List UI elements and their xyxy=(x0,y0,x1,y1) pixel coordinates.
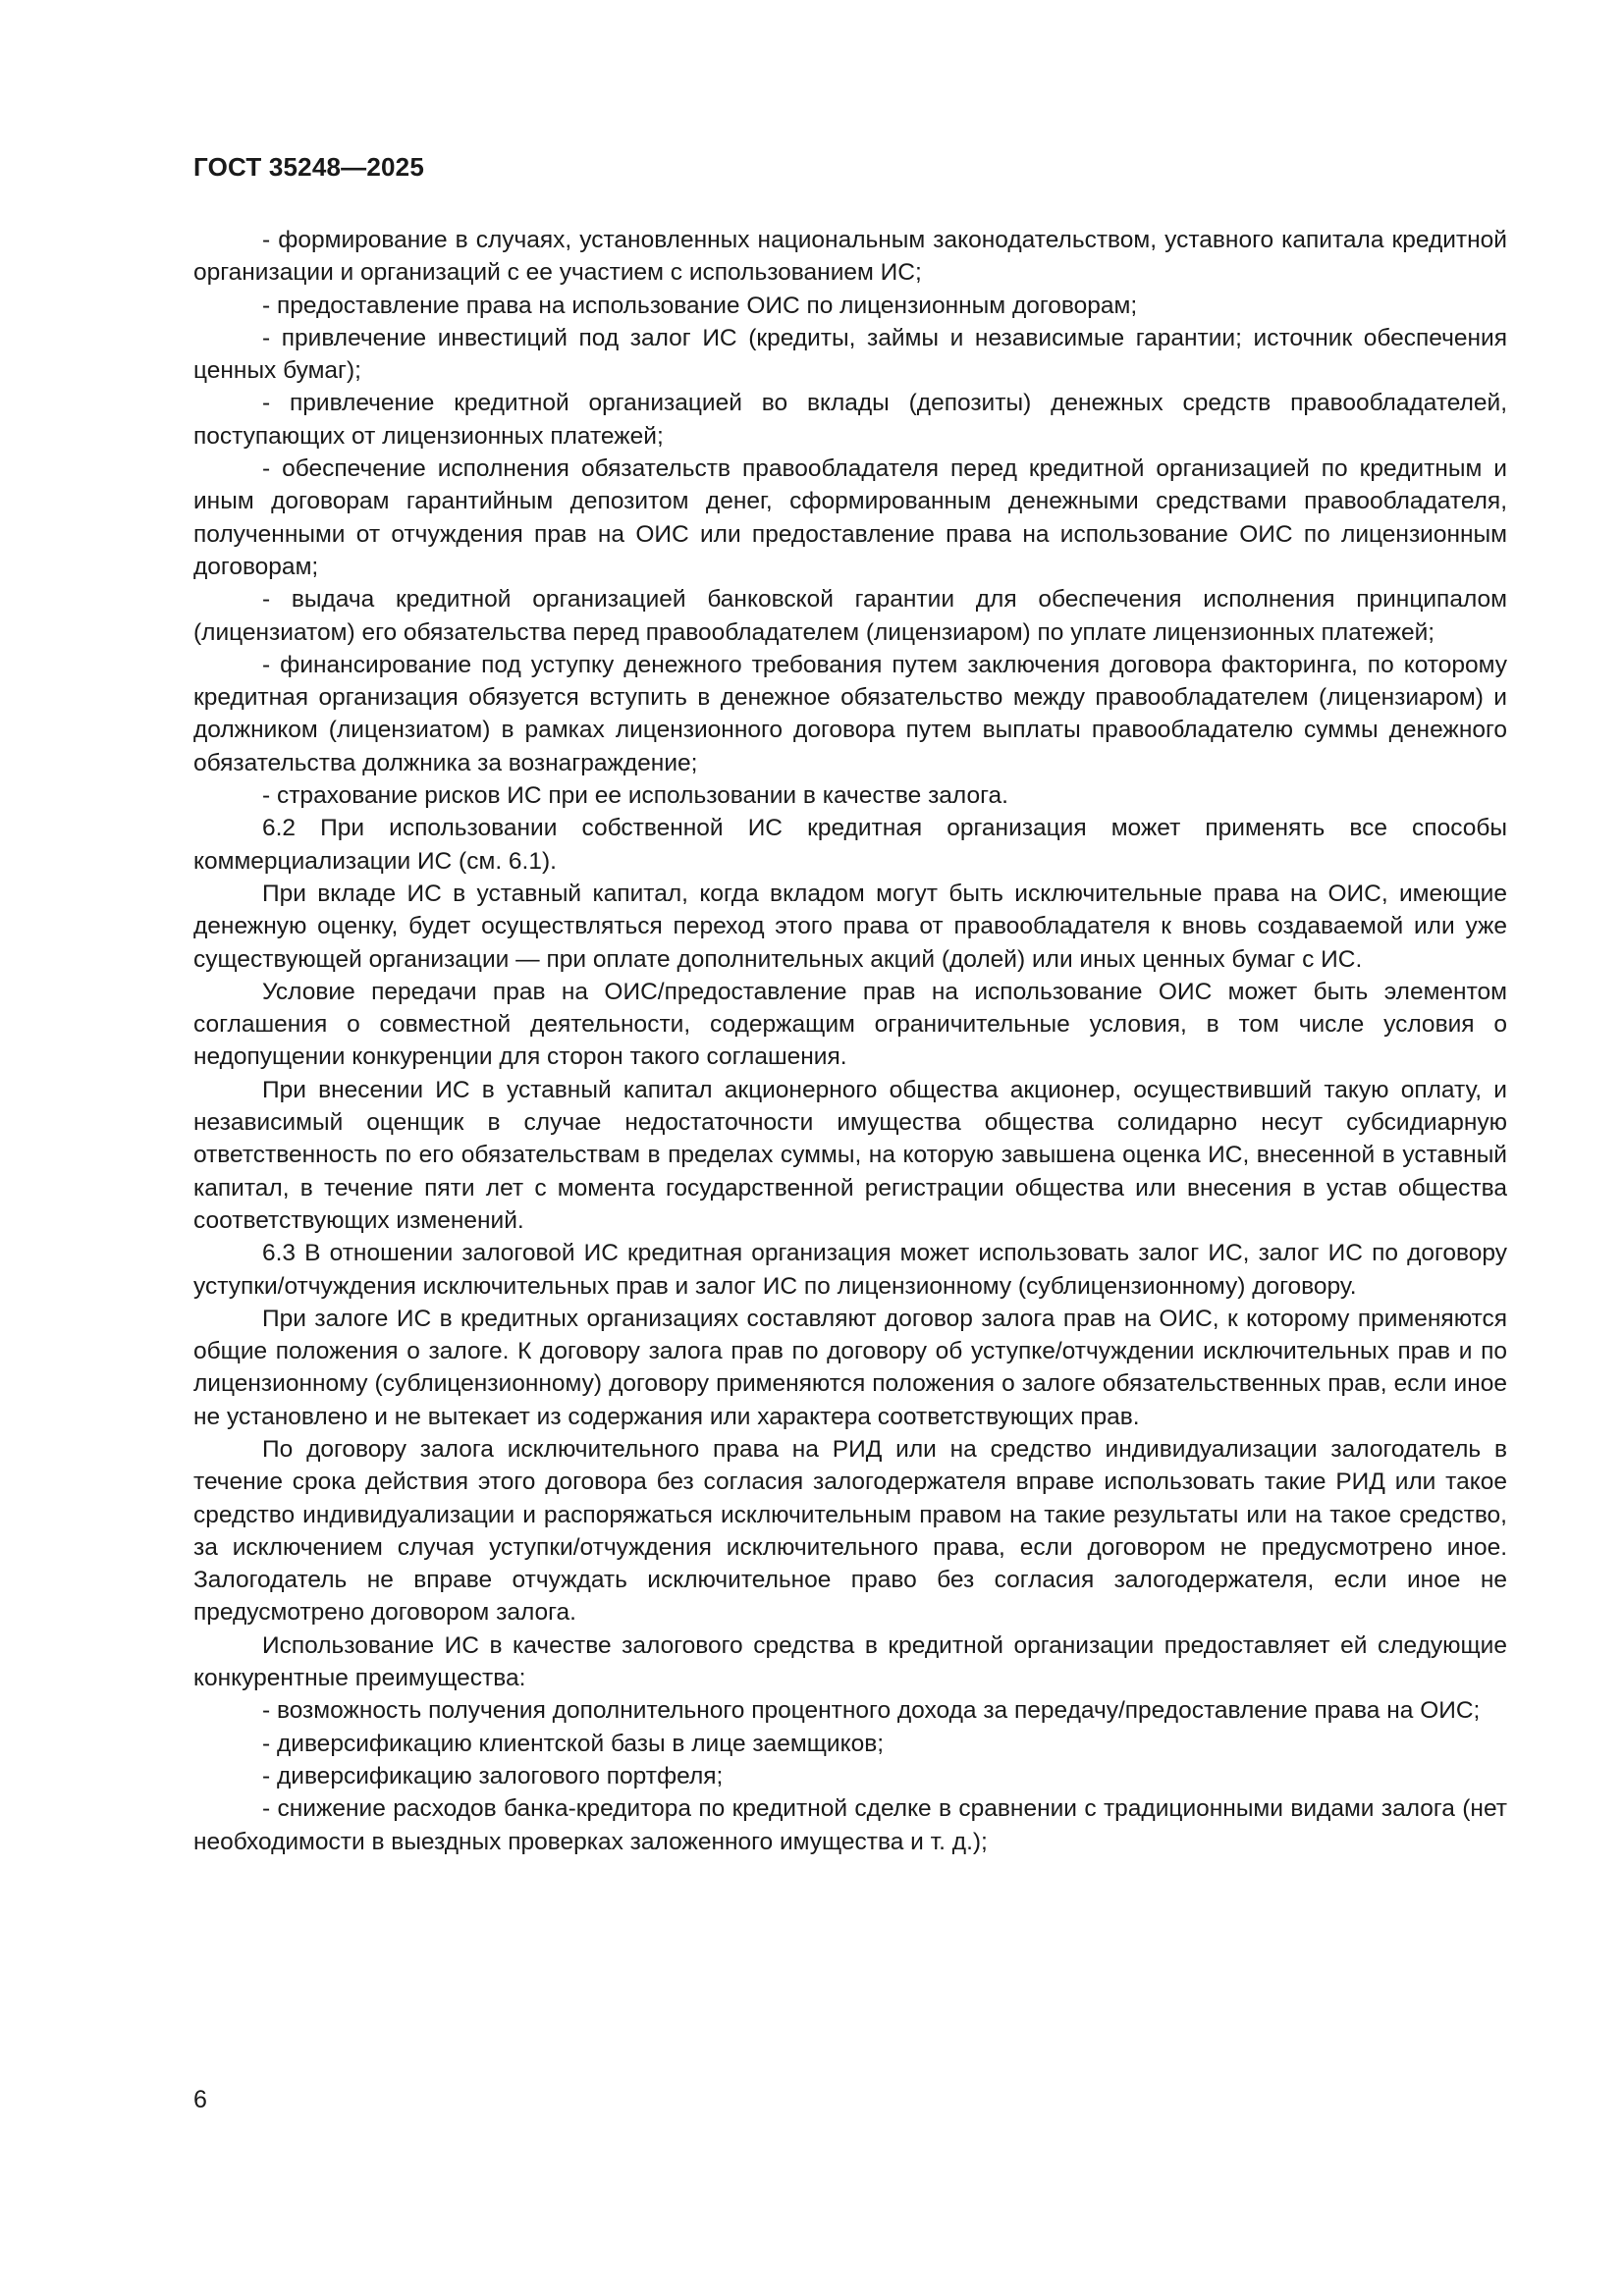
paragraph: - возможность получения дополнительного процентного дохода за передачу/предоставление права на ОИС; xyxy=(262,1697,1481,1725)
paragraph: - страхование рисков ИС при ее использовании в качестве залога. xyxy=(262,782,1008,810)
paragraph: - формирование в случаях, установленных национальным законодательством, уставного капитала кредитной организации и организаций с ее участием с использованием ИС; xyxy=(193,227,1507,287)
paragraph: 6.3 В отношении залоговой ИС кредитная организация может использовать залог ИС, залог ИС по договору уступки/отчуждения исключительных прав и залог ИС по лицензионному (сублицензионному) договору. xyxy=(193,1240,1507,1300)
paragraph: При внесении ИС в уставный капитал акционерного общества акционер, осуществивший такую оплату, и независимый оценщик в случае недостаточности имущества общества солидарно несут субсидиарную ответственность по его обязательствам в пределах суммы, на которую завышена оценка ИС, внесенной в уставный капитал, в течение пяти лет с момента государственной регистрации общества или внесения в устав общества соответствующих изменений. xyxy=(193,1076,1507,1234)
paragraph: - привлечение инвестиций под залог ИС (кредиты, займы и независимые гарантии; источник обеспечения ценных бумаг); xyxy=(193,324,1507,385)
paragraph: Условие передачи прав на ОИС/предоставление прав на использование ОИС может быть элементом соглашения о совместной деятельности, содержащим ограничительные условия, в том числе условия о недопущении конкуренции для сторон такого соглашения. xyxy=(193,978,1507,1071)
paragraph: При залоге ИС в кредитных организациях составляют договор залога прав на ОИС, к которому применяются общие положения о залоге. К договору залога прав по договору об уступке/отчуждении исключительных прав и по лицензионному (сублицензионному) договору применяются положения о залоге обязательственных прав, если иное не установлено и не вытекает из содержания или характера соответствующих прав. xyxy=(193,1305,1507,1430)
paragraph: 6.2 При использовании собственной ИС кредитная организация может применять все способы коммерциализации ИС (см. 6.1). xyxy=(193,815,1507,875)
paragraph: - снижение расходов банка-кредитора по кредитной сделке в сравнении с традиционными видами залога (нет необходимости в выездных проверках заложенного имущества и т. д.); xyxy=(193,1795,1507,1855)
paragraph: - привлечение кредитной организацией во вклады (депозиты) денежных средств правообладателей, поступающих от лицензионных платежей; xyxy=(193,390,1507,450)
paragraph: - предоставление права на использование ОИС по лицензионным договорам; xyxy=(262,292,1138,319)
paragraph: При вкладе ИС в уставный капитал, когда вкладом могут быть исключительные права на ОИС, имеющие денежную оценку, будет осуществляться переход этого права от правообладателя к вновь создаваемой или уже существующей организации — при оплате дополнительных акций (долей) или иных ценных бумаг с ИС. xyxy=(193,880,1507,973)
paragraph: Использование ИС в качестве залогового средства в кредитной организации предоставляет ей следующие конкурентные преимущества: xyxy=(193,1631,1507,1692)
document-header: ГОСТ 35248—2025 xyxy=(193,152,424,182)
paragraph: - диверсификацию залогового портфеля; xyxy=(262,1762,724,1789)
paragraph: - выдача кредитной организацией банковской гарантии для обеспечения исполнения принципалом (лицензиатом) его обязательства перед правообладателем (лицензиаром) по уплате лицензионных платежей; xyxy=(193,586,1507,646)
paragraph: - финансирование под уступку денежного требования путем заключения договора факторинга, по которому кредитная организация обязуется вступить в денежное обязательство между правообладателем (лицензиаром) и должником (лицензиатом) в рамках лицензионного договора путем выплаты правообладателю суммы денежного обязательства должника за вознаграждение; xyxy=(193,651,1507,776)
page-number: 6 xyxy=(193,2086,207,2113)
paragraph: - диверсификацию клиентской базы в лице заемщиков; xyxy=(262,1730,885,1757)
paragraph: - обеспечение исполнения обязательств правообладателя перед кредитной организацией по кредитным и иным договорам гарантийным депозитом денег, сформированным денежными средствами правообладателя, полученными от отчуждения прав на ОИС или предоставление права на использование ОИС по лицензионным договорам; xyxy=(193,455,1507,580)
paragraph: По договору залога исключительного права на РИД или на средство индивидуализации залогодатель в течение срока действия этого договора без согласия залогодержателя вправе использовать такие РИД или такое средство индивидуализации и распоряжаться исключительным правом на такие результаты или на такое средство, за исключением случая уступки/отчуждения исключительного права, если договором не предусмотрено иное. Залогодатель не вправе отчуждать исключительное право без согласия залогодержателя, если иное не предусмотрено договором залога. xyxy=(193,1435,1507,1627)
body-text xyxy=(193,224,1507,1858)
